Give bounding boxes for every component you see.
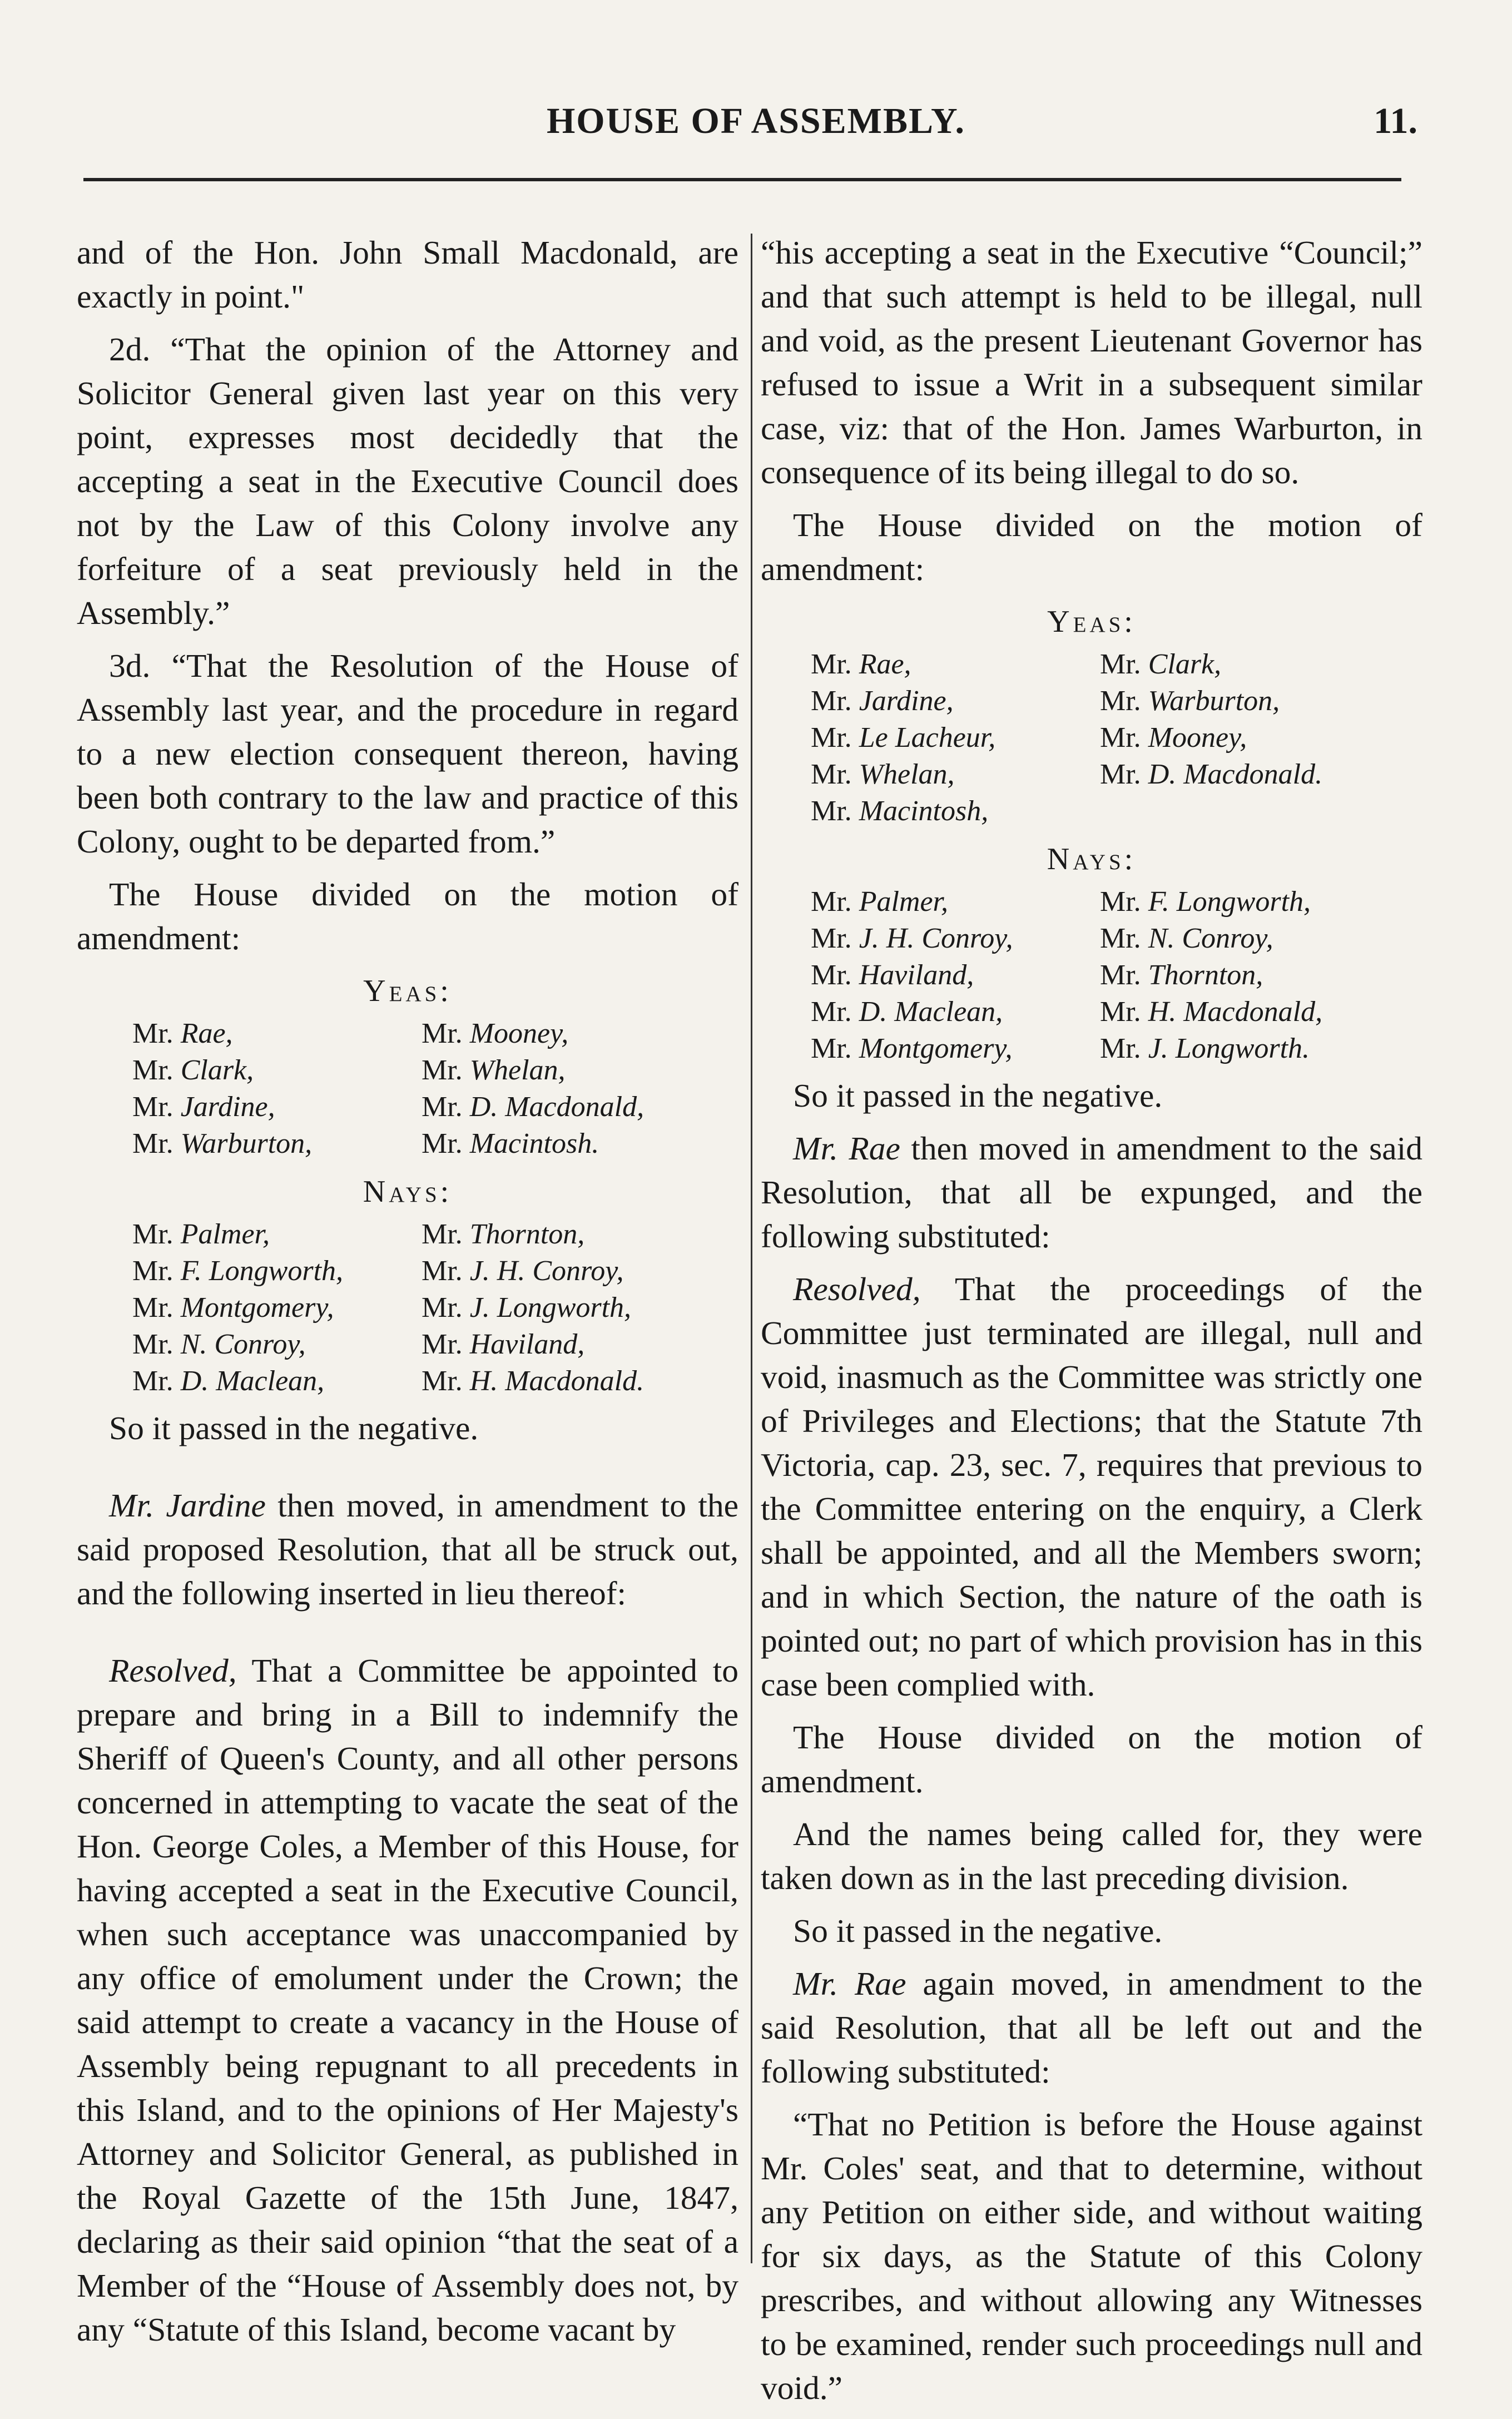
- member-name: Mr. Rae,: [132, 1018, 233, 1049]
- member-name: Mr. D. Macdonald,: [422, 1091, 645, 1123]
- nays-heading: Nays:: [1047, 842, 1137, 876]
- member-name: Mr. Palmer,: [132, 1218, 270, 1250]
- paragraph: The House divided on the motion of amendment:: [761, 507, 1422, 587]
- nays-list: [77, 1216, 738, 1400]
- paragraph: 2d. “That the opinion of the Attorney and Solicitor General given last year on this very point, expresses most decidedly that the accepting a seat in the Executive Council does not by the Law of this Colony involve any forfeiture of a seat previously held in the Assembly.”: [77, 331, 738, 631]
- member-name: Mr. D. Maclean,: [132, 1365, 325, 1397]
- yeas-heading: Yeas:: [363, 974, 452, 1008]
- nays-heading: Nays:: [363, 1174, 453, 1209]
- member-name: Mr. N. Conroy,: [1100, 923, 1273, 954]
- paragraph: [77, 1649, 738, 2352]
- resolved-lead: Resolved,: [793, 1271, 921, 1307]
- member-name: Mr. F. Longworth,: [132, 1255, 344, 1287]
- member-name: Mr. Rae,: [811, 648, 911, 680]
- paragraph: [761, 1267, 1422, 1707]
- running-head: [83, 100, 1429, 150]
- right-column: [761, 231, 1422, 2419]
- yeas-heading: Yeas:: [1047, 604, 1136, 639]
- member-name: Mr. Macintosh.: [422, 1128, 599, 1159]
- member-name: Mr. Mooney,: [422, 1018, 569, 1049]
- paragraph: [761, 1962, 1422, 2094]
- yeas-list: [77, 1015, 738, 1162]
- paragraph: and of the Hon. John Small Macdonald, are exactly in point.": [77, 234, 738, 315]
- member-name: Mr. D. Macdonald.: [1100, 759, 1323, 790]
- member-name: Mr. Macintosh,: [811, 795, 989, 827]
- paragraph: The House divided on the motion of amendment.: [761, 1719, 1422, 1800]
- paragraph-text: then moved in amendment to the said Resolution, that all be expunged, and the following substituted:: [761, 1130, 1422, 1255]
- member-name: Mr. Montgomery,: [811, 1033, 1013, 1064]
- member-name: Mr. Haviland,: [422, 1329, 585, 1360]
- paragraph-text: again moved, in amendment to the said Resolution, that all be left out and the following substituted:: [761, 1965, 1422, 2090]
- paragraph: [761, 1127, 1422, 1258]
- paragraph-text: That the proceedings of the Committee just terminated are illegal, null and void, inasmuch as the Committee was strictly one of Privileges and Elections; that the Statute 7th Victoria, cap. 23, sec. 7, requires that previous to the Committee entering on the enquiry, a Clerk shall be appointed, and all the Members sworn; and in which Section, the nature of the oath is pointed out; no part of which provision has in this case been complied with.: [761, 1271, 1422, 1703]
- member-name: Mr. Warburton,: [1100, 685, 1280, 717]
- paragraph: So it passed in the negative.: [793, 1912, 1163, 1949]
- member-name: Mr. J. H. Conroy,: [811, 923, 1013, 954]
- paragraph-text: That a Committee be appointed to prepare and bring in a Bill to indemnify the Sheriff of Queen's County, and all other persons concerned in attempting to vacate the seat of the Hon. George Coles, a Member of this House, for having accepted a seat in the Executive Council, when such acceptance was unaccompanied by any office of emolument under the Crown; the said attempt to create a vacancy in the House of Assembly being repugnant to all precedents in this Island, and to the opinions of Her Majesty's Attorney and Solicitor General, as published in the Royal Gazette of the 15th June, 1847, declaring as their said opinion “that the seat of a Member of the “House of Assembly does not, by any “Statute of this Island, become vacant by: [77, 1652, 738, 2348]
- paragraph: The House divided on the motion of amendment:: [77, 876, 738, 956]
- member-name: Mr. Le Lacheur,: [811, 722, 996, 754]
- member-name: Mr. H. Macdonald.: [422, 1365, 645, 1397]
- paragraph-text: then moved, in amendment to the said proposed Resolution, that all be struck out, and the following inserted in lieu thereof:: [77, 1487, 739, 1612]
- member-name: Mr. Haviland,: [811, 959, 974, 991]
- member-reference: Mr. Rae: [793, 1130, 900, 1167]
- member-name: Mr. Mooney,: [1100, 722, 1247, 754]
- member-name: Mr. Thornton,: [1100, 959, 1263, 991]
- member-name: Mr. Palmer,: [811, 886, 949, 918]
- member-name: Mr. Warburton,: [132, 1128, 313, 1159]
- paragraph: So it passed in the negative.: [793, 1077, 1163, 1114]
- paragraph: 3d. “That the Resolution of the House of Assembly last year, and the procedure in regard to a new election consequent thereon, having been both contrary to the law and practice of this Colony, ought to be departed from.”: [77, 647, 738, 860]
- paragraph: And the names being called for, they were taken down as in the last preceding division.: [761, 1816, 1422, 1896]
- page-number: 11.: [1374, 101, 1417, 141]
- member-name: Mr. Montgomery,: [132, 1292, 334, 1323]
- member-name: Mr. D. Maclean,: [811, 996, 1003, 1028]
- paragraph: So it passed in the negative.: [109, 1410, 479, 1446]
- member-name: Mr. Jardine,: [132, 1091, 275, 1123]
- header-rule: [83, 178, 1401, 181]
- member-name: Mr. Clark,: [132, 1054, 254, 1086]
- running-title: HOUSE OF ASSEMBLY.: [546, 101, 966, 141]
- member-name: Mr. H. Macdonald,: [1100, 996, 1323, 1028]
- member-name: Mr. Clark,: [1100, 648, 1222, 680]
- left-column: [77, 231, 738, 2361]
- member-name: Mr. J. Longworth,: [422, 1292, 632, 1323]
- paragraph: “That no Petition is before the House against Mr. Coles' seat, and that to determine, without any Petition on either side, and without waiting for six days, as the Statute of this Colony prescribes, and without allowing any Witnesses to be examined, render such proceedings null and void.”: [761, 2106, 1422, 2406]
- yeas-list: [761, 646, 1422, 830]
- member-name: Mr. Whelan,: [811, 759, 955, 790]
- member-name: Mr. F. Longworth,: [1100, 886, 1311, 918]
- member-reference: Mr. Jardine: [109, 1487, 266, 1524]
- member-name: Mr. Jardine,: [811, 685, 954, 717]
- member-reference: Mr. Rae: [793, 1965, 906, 2002]
- member-name: Mr. J. Longworth.: [1100, 1033, 1310, 1064]
- resolved-lead: Resolved,: [109, 1652, 237, 1689]
- paragraph: [77, 1484, 738, 1615]
- member-name: Mr. Thornton,: [422, 1218, 585, 1250]
- member-name: Mr. N. Conroy,: [132, 1329, 306, 1360]
- member-name: Mr. Whelan,: [422, 1054, 566, 1086]
- member-name: Mr. J. H. Conroy,: [422, 1255, 624, 1287]
- paragraph: “his accepting a seat in the Executive “Council;” and that such attempt is held to be illegal, null and void, as the present Lieutenant Governor has refused to issue a Writ in a subsequent similar case, viz: that of the Hon. James Warburton, in consequence of its being illegal to do so.: [761, 234, 1422, 490]
- column-rule: [751, 234, 752, 2263]
- nays-list: [761, 884, 1422, 1067]
